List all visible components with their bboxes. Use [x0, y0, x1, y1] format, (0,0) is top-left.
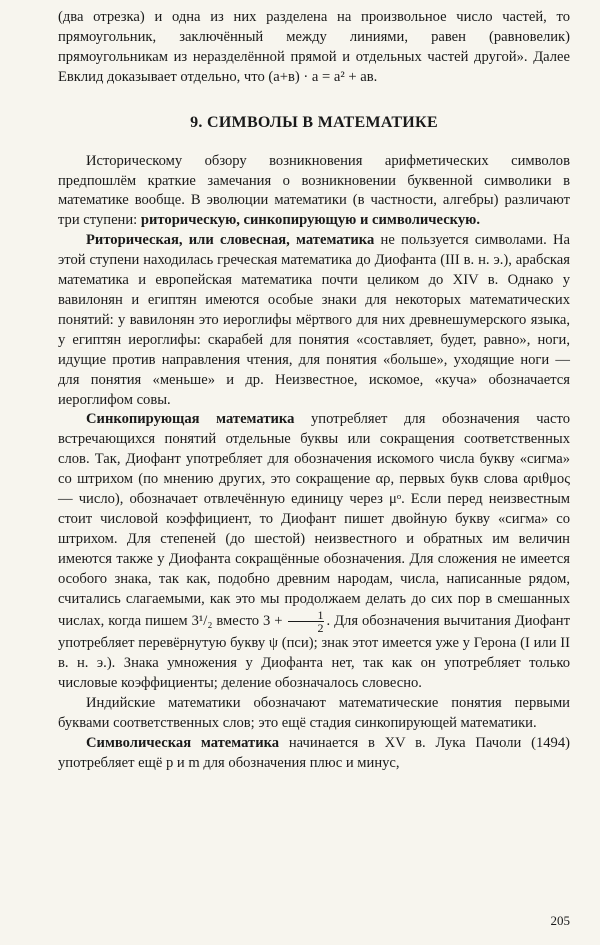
intro-text: Историческому обзору возникновения арифметических символов предпошлём краткие замечания о возникновении буквенной символики в математике вообще. В эволюции математики (в частности, алгебры) различают три ступени: — [58, 152, 570, 229]
intro-paragraph — [58, 152, 570, 232]
symbolic-paragraph — [58, 734, 570, 774]
syncopated-text-before: употребляет для обозначения часто встречающихся понятий отдельные буквы или сокращения соответственных слов. Так, Диофант употребляет для обозначения искомого числа букву «сигма» со штрихом (по мнению других, это сокращение αρ, первых букв слова αριθμος — число), обозначает отвлечённую единицу через μᵒ. Если перед неизвестным стоит числовой коэффициент, то Диофант пишет двойную букву «сигма» со штрихом. Для степеней (до шестой) неизвестного и обратных им величин имеются также у Диофанта сокращённые обозначения. Для сложения не имеется особого знака, так как, подобно древним народам, числа, написанные рядом, считались слагаемыми, как это мы продолжаем делать до сих пор в смешанных числах, когда пишем 3¹/₂ вместо 3 + — [58, 411, 570, 630]
intro-bold-stages: риторическую, синкопирующую и символическую. — [140, 212, 480, 229]
indian-paragraph: Индийские математики обозначают математические понятия первыми буквами соответственных слов; это ещё стадия синкопирующей математики. — [58, 695, 570, 732]
section-title: 9. СИМВОЛЫ В МАТЕМАТИКЕ — [190, 113, 438, 131]
rhetorical-paragraph — [58, 231, 570, 410]
one-half-fraction — [288, 609, 324, 634]
fraction-denominator: 2 — [317, 621, 324, 636]
page-number: 205 — [550, 913, 570, 928]
rhetorical-term: Риторическая, или словесная, математика — [86, 232, 375, 249]
syncopated-paragraph — [58, 410, 570, 694]
fraction-numerator: 1 — [288, 609, 324, 622]
symbolic-term: Символическая математика — [86, 735, 280, 751]
top-paragraph: (два отрезка) и одна из них разделена на произвольное число частей, то прямоугольник, заключённый между линиями, равен (равновелик) прямоугольникам из неразделённой прямой и отдельных частей другой». Далее Евклид доказывает отдельно, что (a+в) · a = a² + aв. — [58, 9, 570, 85]
syncopated-term: Синкопирующая математика — [86, 411, 295, 428]
syncopated-text-after: . Для обозначения вычитания Диофант употребляет перевёрнутую букву ψ (пси); знак этот имеется уже у Герона (I или II в. н. э.). Знака умножения у Диофанта нет, так как он употребляет только числовые коэффициенты; деление обозначалось словесно. — [58, 613, 570, 692]
symbolic-text: начинается в XV в. Лука Пачоли (1494) употребляет ещё p и m для обозначения плюс и минус, — [58, 735, 570, 771]
rhetorical-text: не пользуется символами. На этой ступени находилась греческая математика до Диофанта (III в. н. э.), арабская математика и европейская математика почти целиком до XIV в. Однако у вавилонян и египтян имеются особые знаки для некоторых математических понятий: у вавилонян это иероглифы мёртвого для них древнешумерского языка, у египтян иероглифы: скарабей для понятия «составляет, будет, равно», ноги, идущие против направления чтения, для понятия «больше», уходящие ноги — для понятия «меньше» и др. Неизвестное, искомое, «куча» обозначается иероглифом совы. — [58, 232, 570, 408]
